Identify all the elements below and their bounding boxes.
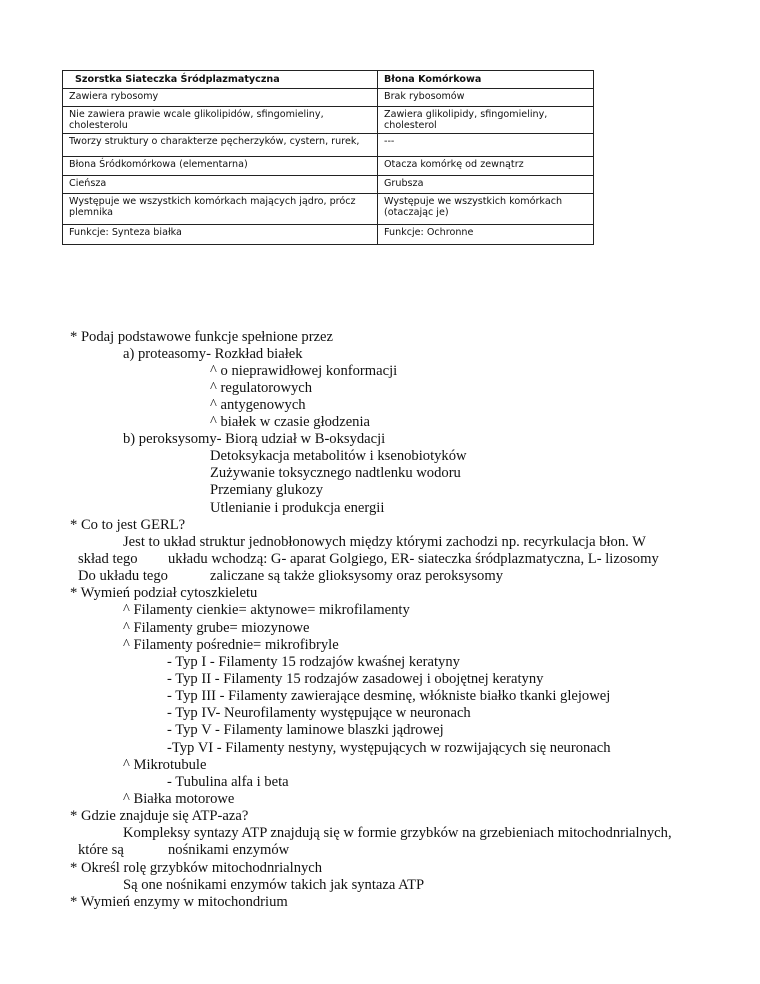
answer-line: - Typ III - Filamenty zawierające desminę, włókniste białko tkanki glejowej: [167, 688, 611, 704]
table-cell: Zawiera rybosomy: [63, 89, 378, 107]
answer-line: ^ regulatorowych: [210, 380, 313, 396]
table-row: [63, 225, 594, 245]
answer-line: Detoksykacja metabolitów i ksenobiotyków: [210, 448, 467, 464]
table-cell: Nie zawiera prawie wcale glikolipidów, sfingomieliny, cholesterolu: [63, 107, 378, 134]
answer-line: - Typ V - Filamenty laminowe blaszki jądrowej: [167, 722, 444, 738]
question: * Wymień enzymy w mitochondrium: [70, 894, 288, 910]
table-row: [63, 107, 594, 134]
table-header: Błona Komórkowa: [378, 71, 594, 89]
answer-line: ^ Filamenty grube= miozynowe: [123, 620, 310, 636]
answer-line: ^ Filamenty cienkie= aktynowe= mikrofilamenty: [123, 602, 410, 618]
question: * Wymień podział cytoszkieletu: [70, 585, 258, 601]
answer-line: - Tubulina alfa i beta: [167, 774, 289, 790]
answer-line: ^ Białka motorowe: [123, 791, 235, 807]
answer-line: a) proteasomy- Rozkład białek: [123, 346, 303, 362]
answer-line: ^ Mikrotubule: [123, 757, 207, 773]
answer-line: ^ antygenowych: [210, 397, 306, 413]
answer-line: nośnikami enzymów: [168, 842, 290, 858]
answer-line: skład tego: [78, 551, 138, 567]
answer-line: - Typ I - Filamenty 15 rodzajów kwaśnej keratyny: [167, 654, 460, 670]
question: * Określ rolę grzybków mitochodnrialnych: [70, 860, 323, 876]
answer-line: układu wchodzą: G- aparat Golgiego, ER- siateczka śródplazmatyczna, L- lizosomy: [168, 551, 659, 567]
table-header: Szorstka Siateczka Śródplazmatyczna: [63, 71, 378, 89]
table-row: [63, 157, 594, 176]
answer-line: Utlenianie i produkcja energii: [210, 500, 385, 516]
table-cell: Funkcje: Synteza białka: [63, 225, 378, 245]
answer-line: - Typ II - Filamenty 15 rodzajów zasadowej i obojętnej keratyny: [167, 671, 544, 687]
table-cell: Funkcje: Ochronne: [378, 225, 594, 245]
table-header-row: [63, 71, 594, 89]
table-cell: Występuje we wszystkich komórkach (otaczając je): [378, 194, 594, 225]
answer-line: zaliczane są także glioksysomy oraz peroksysomy: [210, 568, 503, 584]
answer-line: które są: [78, 842, 124, 858]
table-cell: Brak rybosomów: [378, 89, 594, 107]
comparison-table: [62, 70, 594, 245]
question: * Podaj podstawowe funkcje spełnione przez: [70, 329, 334, 345]
answer-line: - Typ IV- Neurofilamenty występujące w neuronach: [167, 705, 471, 721]
answer-line: Do układu tego: [78, 568, 168, 584]
table-row: [63, 194, 594, 225]
answer-line: Zużywanie toksycznego nadtlenku wodoru: [210, 465, 461, 481]
answer-line: Przemiany glukozy: [210, 482, 324, 498]
table-row: [63, 89, 594, 107]
answer-line: b) peroksysomy- Biorą udział w B-oksydacji: [123, 431, 386, 447]
answer-line: Jest to układ struktur jednobłonowych między którymi zachodzi np. recyrkulacja błon. W: [123, 534, 646, 550]
answer-line: -Typ VI - Filamenty nestyny, występujących w rozwijających się neuronach: [167, 740, 611, 756]
table-cell: Błona Śródkomórkowa (elementarna): [63, 157, 378, 176]
answer-line: ^ Filamenty pośrednie= mikrofibryle: [123, 637, 339, 653]
answer-line: Są one nośnikami enzymów takich jak syntaza ATP: [123, 877, 425, 893]
table-cell: Tworzy struktury o charakterze pęcherzyków, cystern, rurek,: [63, 134, 378, 157]
table-cell: Zawiera glikolipidy, sfingomieliny, cholesterol: [378, 107, 594, 134]
question: * Gdzie znajduje się ATP-aza?: [70, 808, 249, 824]
table-cell: Grubsza: [378, 176, 594, 194]
question: * Co to jest GERL?: [70, 517, 186, 533]
table-row: [63, 176, 594, 194]
answer-line: ^ o nieprawidłowej konformacji: [210, 363, 398, 379]
table-row: [63, 134, 594, 157]
table-cell: Otacza komórkę od zewnątrz: [378, 157, 594, 176]
table-cell: ---: [378, 134, 594, 157]
answer-line: ^ białek w czasie głodzenia: [210, 414, 371, 430]
table-cell: Występuje we wszystkich komórkach mających jądro, prócz plemnika: [63, 194, 378, 225]
answer-line: Kompleksy syntazy ATP znajdują się w formie grzybków na grzebieniach mitochodnrialnych,: [123, 825, 672, 841]
table-cell: Cieńsza: [63, 176, 378, 194]
